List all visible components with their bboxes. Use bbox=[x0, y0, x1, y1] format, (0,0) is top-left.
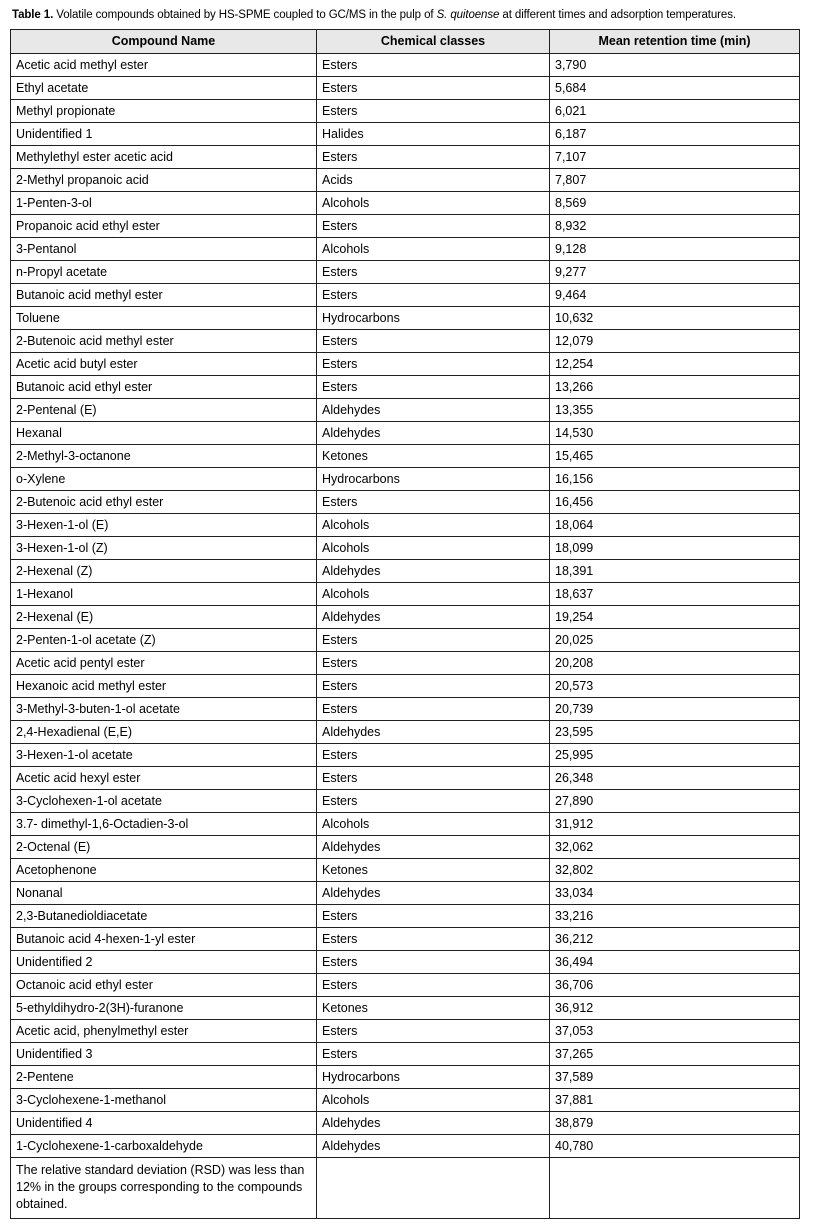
table-row bbox=[11, 376, 800, 399]
cell-chemical-class: Esters bbox=[317, 675, 550, 698]
cell-mean-retention-time: 18,391 bbox=[550, 560, 800, 583]
cell-compound-name: Unidentified 1 bbox=[11, 123, 317, 146]
cell-mean-retention-time: 13,266 bbox=[550, 376, 800, 399]
cell-chemical-class: Esters bbox=[317, 652, 550, 675]
table-row bbox=[11, 330, 800, 353]
cell-chemical-class: Esters bbox=[317, 284, 550, 307]
cell-mean-retention-time: 6,187 bbox=[550, 123, 800, 146]
cell-mean-retention-time: 5,684 bbox=[550, 77, 800, 100]
table-row bbox=[11, 123, 800, 146]
cell-mean-retention-time: 23,595 bbox=[550, 721, 800, 744]
table-row bbox=[11, 1043, 800, 1066]
cell-mean-retention-time: 9,128 bbox=[550, 238, 800, 261]
cell-mean-retention-time: 18,637 bbox=[550, 583, 800, 606]
cell-chemical-class: Esters bbox=[317, 767, 550, 790]
cell-mean-retention-time: 16,156 bbox=[550, 468, 800, 491]
table-row bbox=[11, 583, 800, 606]
cell-chemical-class: Esters bbox=[317, 376, 550, 399]
cell-mean-retention-time: 27,890 bbox=[550, 790, 800, 813]
cell-compound-name: Toluene bbox=[11, 307, 317, 330]
cell-compound-name: Nonanal bbox=[11, 882, 317, 905]
cell-chemical-class: Alcohols bbox=[317, 514, 550, 537]
cell-mean-retention-time: 37,589 bbox=[550, 1066, 800, 1089]
cell-chemical-class: Esters bbox=[317, 629, 550, 652]
table-row bbox=[11, 1089, 800, 1112]
table-footnote: The relative standard deviation (RSD) was less than 12% in the groups corresponding to the compounds obtained. bbox=[11, 1158, 317, 1219]
cell-chemical-class: Esters bbox=[317, 974, 550, 997]
cell-chemical-class: Alcohols bbox=[317, 537, 550, 560]
cell-compound-name: Acetic acid methyl ester bbox=[11, 54, 317, 77]
cell-mean-retention-time: 32,802 bbox=[550, 859, 800, 882]
cell-mean-retention-time: 9,464 bbox=[550, 284, 800, 307]
caption-label: Table 1. bbox=[12, 9, 54, 21]
table-row bbox=[11, 77, 800, 100]
column-header-chemical-classes: Chemical classes bbox=[317, 30, 550, 54]
cell-compound-name: Propanoic acid ethyl ester bbox=[11, 215, 317, 238]
cell-mean-retention-time: 18,064 bbox=[550, 514, 800, 537]
cell-mean-retention-time: 8,932 bbox=[550, 215, 800, 238]
cell-chemical-class: Halides bbox=[317, 123, 550, 146]
table-row bbox=[11, 629, 800, 652]
table-row bbox=[11, 606, 800, 629]
cell-mean-retention-time: 36,912 bbox=[550, 997, 800, 1020]
cell-compound-name: Methyl propionate bbox=[11, 100, 317, 123]
cell-mean-retention-time: 12,079 bbox=[550, 330, 800, 353]
table-row bbox=[11, 1066, 800, 1089]
cell-mean-retention-time: 33,034 bbox=[550, 882, 800, 905]
table-footnote-empty-class-cell bbox=[317, 1158, 550, 1219]
table-row bbox=[11, 514, 800, 537]
cell-compound-name: 2,3-Butanedioldiacetate bbox=[11, 905, 317, 928]
table-row bbox=[11, 192, 800, 215]
cell-chemical-class: Esters bbox=[317, 261, 550, 284]
table-row bbox=[11, 859, 800, 882]
cell-compound-name: n-Propyl acetate bbox=[11, 261, 317, 284]
table-row bbox=[11, 468, 800, 491]
cell-mean-retention-time: 26,348 bbox=[550, 767, 800, 790]
cell-mean-retention-time: 8,569 bbox=[550, 192, 800, 215]
column-header-compound-name: Compound Name bbox=[11, 30, 317, 54]
cell-chemical-class: Hydrocarbons bbox=[317, 307, 550, 330]
cell-mean-retention-time: 37,053 bbox=[550, 1020, 800, 1043]
cell-chemical-class: Esters bbox=[317, 905, 550, 928]
table-row bbox=[11, 1135, 800, 1158]
cell-compound-name: 3-Hexen-1-ol acetate bbox=[11, 744, 317, 767]
cell-compound-name: 2-Hexenal (Z) bbox=[11, 560, 317, 583]
cell-compound-name: 3-Pentanol bbox=[11, 238, 317, 261]
cell-chemical-class: Esters bbox=[317, 146, 550, 169]
caption-text-before: Volatile compounds obtained by HS-SPME coupled to GC/MS in the pulp of bbox=[53, 9, 437, 21]
cell-chemical-class: Alcohols bbox=[317, 1089, 550, 1112]
cell-compound-name: 2-Butenoic acid ethyl ester bbox=[11, 491, 317, 514]
cell-chemical-class: Alcohols bbox=[317, 192, 550, 215]
cell-compound-name: Ethyl acetate bbox=[11, 77, 317, 100]
cell-chemical-class: Esters bbox=[317, 1043, 550, 1066]
cell-compound-name: Acetophenone bbox=[11, 859, 317, 882]
table-row bbox=[11, 767, 800, 790]
cell-compound-name: 1-Penten-3-ol bbox=[11, 192, 317, 215]
cell-compound-name: Butanoic acid methyl ester bbox=[11, 284, 317, 307]
cell-chemical-class: Esters bbox=[317, 330, 550, 353]
cell-chemical-class: Esters bbox=[317, 744, 550, 767]
cell-mean-retention-time: 13,355 bbox=[550, 399, 800, 422]
table-footnote-empty-time-cell bbox=[550, 1158, 800, 1219]
cell-chemical-class: Esters bbox=[317, 951, 550, 974]
table-row bbox=[11, 951, 800, 974]
cell-mean-retention-time: 10,632 bbox=[550, 307, 800, 330]
table-row bbox=[11, 1020, 800, 1043]
table-row bbox=[11, 537, 800, 560]
cell-compound-name: 2-Methyl-3-octanone bbox=[11, 445, 317, 468]
cell-compound-name: 2-Methyl propanoic acid bbox=[11, 169, 317, 192]
cell-compound-name: 3-Cyclohexen-1-ol acetate bbox=[11, 790, 317, 813]
cell-chemical-class: Aldehydes bbox=[317, 606, 550, 629]
cell-compound-name: 2-Pentenal (E) bbox=[11, 399, 317, 422]
cell-chemical-class: Esters bbox=[317, 491, 550, 514]
cell-chemical-class: Aldehydes bbox=[317, 1112, 550, 1135]
cell-mean-retention-time: 36,212 bbox=[550, 928, 800, 951]
cell-chemical-class: Esters bbox=[317, 77, 550, 100]
cell-compound-name: o-Xylene bbox=[11, 468, 317, 491]
cell-chemical-class: Aldehydes bbox=[317, 1135, 550, 1158]
cell-compound-name: 3-Hexen-1-ol (E) bbox=[11, 514, 317, 537]
cell-chemical-class: Ketones bbox=[317, 997, 550, 1020]
table-row bbox=[11, 353, 800, 376]
cell-chemical-class: Hydrocarbons bbox=[317, 1066, 550, 1089]
cell-mean-retention-time: 38,879 bbox=[550, 1112, 800, 1135]
cell-compound-name: 3-Hexen-1-ol (Z) bbox=[11, 537, 317, 560]
table-row bbox=[11, 445, 800, 468]
cell-mean-retention-time: 33,216 bbox=[550, 905, 800, 928]
table-row bbox=[11, 215, 800, 238]
cell-mean-retention-time: 19,254 bbox=[550, 606, 800, 629]
column-header-mean-retention-time: Mean retention time (min) bbox=[550, 30, 800, 54]
cell-chemical-class: Ketones bbox=[317, 859, 550, 882]
cell-chemical-class: Alcohols bbox=[317, 813, 550, 836]
cell-compound-name: 2,4-Hexadienal (E,E) bbox=[11, 721, 317, 744]
cell-mean-retention-time: 7,807 bbox=[550, 169, 800, 192]
cell-mean-retention-time: 7,107 bbox=[550, 146, 800, 169]
cell-chemical-class: Esters bbox=[317, 215, 550, 238]
cell-compound-name: 2-Penten-1-ol acetate (Z) bbox=[11, 629, 317, 652]
cell-compound-name: Unidentified 4 bbox=[11, 1112, 317, 1135]
cell-chemical-class: Aldehydes bbox=[317, 422, 550, 445]
cell-mean-retention-time: 20,025 bbox=[550, 629, 800, 652]
cell-chemical-class: Esters bbox=[317, 790, 550, 813]
cell-mean-retention-time: 9,277 bbox=[550, 261, 800, 284]
table-row bbox=[11, 997, 800, 1020]
table-row bbox=[11, 399, 800, 422]
table-row bbox=[11, 721, 800, 744]
cell-compound-name: 5-ethyldihydro-2(3H)-furanone bbox=[11, 997, 317, 1020]
cell-compound-name: 3-Methyl-3-buten-1-ol acetate bbox=[11, 698, 317, 721]
cell-compound-name: 2-Octenal (E) bbox=[11, 836, 317, 859]
cell-chemical-class: Alcohols bbox=[317, 238, 550, 261]
cell-chemical-class: Aldehydes bbox=[317, 836, 550, 859]
table-caption bbox=[12, 8, 807, 22]
cell-compound-name: Hexanal bbox=[11, 422, 317, 445]
cell-chemical-class: Esters bbox=[317, 698, 550, 721]
cell-chemical-class: Esters bbox=[317, 1020, 550, 1043]
cell-compound-name: Acetic acid pentyl ester bbox=[11, 652, 317, 675]
cell-compound-name: 1-Cyclohexene-1-carboxaldehyde bbox=[11, 1135, 317, 1158]
cell-mean-retention-time: 36,706 bbox=[550, 974, 800, 997]
cell-mean-retention-time: 31,912 bbox=[550, 813, 800, 836]
cell-compound-name: Hexanoic acid methyl ester bbox=[11, 675, 317, 698]
table-row bbox=[11, 491, 800, 514]
cell-mean-retention-time: 16,456 bbox=[550, 491, 800, 514]
cell-chemical-class: Acids bbox=[317, 169, 550, 192]
cell-compound-name: 2-Pentene bbox=[11, 1066, 317, 1089]
volatile-compounds-table bbox=[10, 29, 800, 1219]
table-row bbox=[11, 836, 800, 859]
cell-mean-retention-time: 15,465 bbox=[550, 445, 800, 468]
cell-mean-retention-time: 40,780 bbox=[550, 1135, 800, 1158]
cell-compound-name: 3-Cyclohexene-1-methanol bbox=[11, 1089, 317, 1112]
table-footnote-row bbox=[11, 1158, 800, 1219]
cell-compound-name: Acetic acid, phenylmethyl ester bbox=[11, 1020, 317, 1043]
cell-compound-name: Acetic acid butyl ester bbox=[11, 353, 317, 376]
cell-chemical-class: Esters bbox=[317, 54, 550, 77]
table-row bbox=[11, 261, 800, 284]
table-row bbox=[11, 652, 800, 675]
cell-chemical-class: Ketones bbox=[317, 445, 550, 468]
table-row bbox=[11, 744, 800, 767]
cell-mean-retention-time: 32,062 bbox=[550, 836, 800, 859]
table-row bbox=[11, 790, 800, 813]
table-body bbox=[11, 54, 800, 1219]
cell-chemical-class: Esters bbox=[317, 100, 550, 123]
table-row bbox=[11, 146, 800, 169]
cell-mean-retention-time: 3,790 bbox=[550, 54, 800, 77]
table-row bbox=[11, 100, 800, 123]
cell-chemical-class: Alcohols bbox=[317, 583, 550, 606]
cell-compound-name: 2-Hexenal (E) bbox=[11, 606, 317, 629]
cell-compound-name: Acetic acid hexyl ester bbox=[11, 767, 317, 790]
cell-mean-retention-time: 37,265 bbox=[550, 1043, 800, 1066]
cell-compound-name: 3.7- dimethyl-1,6-Octadien-3-ol bbox=[11, 813, 317, 836]
table-row bbox=[11, 1112, 800, 1135]
cell-compound-name: Unidentified 2 bbox=[11, 951, 317, 974]
cell-compound-name: Butanoic acid 4-hexen-1-yl ester bbox=[11, 928, 317, 951]
table-row bbox=[11, 882, 800, 905]
cell-compound-name: Unidentified 3 bbox=[11, 1043, 317, 1066]
table-row bbox=[11, 974, 800, 997]
table-header-row bbox=[11, 30, 800, 54]
cell-chemical-class: Esters bbox=[317, 928, 550, 951]
caption-species-name: S. quitoense bbox=[436, 9, 500, 21]
table-row bbox=[11, 675, 800, 698]
cell-mean-retention-time: 18,099 bbox=[550, 537, 800, 560]
cell-mean-retention-time: 37,881 bbox=[550, 1089, 800, 1112]
cell-chemical-class: Aldehydes bbox=[317, 882, 550, 905]
cell-chemical-class: Hydrocarbons bbox=[317, 468, 550, 491]
cell-chemical-class: Aldehydes bbox=[317, 399, 550, 422]
table-row bbox=[11, 560, 800, 583]
cell-mean-retention-time: 20,739 bbox=[550, 698, 800, 721]
cell-mean-retention-time: 6,021 bbox=[550, 100, 800, 123]
table-header bbox=[11, 30, 800, 54]
table-row bbox=[11, 905, 800, 928]
table-row bbox=[11, 307, 800, 330]
caption-text-after: at different times and adsorption temperatures. bbox=[499, 9, 736, 21]
table-row bbox=[11, 928, 800, 951]
cell-compound-name: Methylethyl ester acetic acid bbox=[11, 146, 317, 169]
table-row bbox=[11, 422, 800, 445]
cell-chemical-class: Aldehydes bbox=[317, 721, 550, 744]
table-row bbox=[11, 698, 800, 721]
table-row bbox=[11, 169, 800, 192]
cell-chemical-class: Esters bbox=[317, 353, 550, 376]
table-row bbox=[11, 813, 800, 836]
cell-mean-retention-time: 20,208 bbox=[550, 652, 800, 675]
cell-mean-retention-time: 12,254 bbox=[550, 353, 800, 376]
cell-mean-retention-time: 20,573 bbox=[550, 675, 800, 698]
cell-mean-retention-time: 14,530 bbox=[550, 422, 800, 445]
cell-compound-name: Butanoic acid ethyl ester bbox=[11, 376, 317, 399]
cell-mean-retention-time: 25,995 bbox=[550, 744, 800, 767]
cell-compound-name: 2-Butenoic acid methyl ester bbox=[11, 330, 317, 353]
cell-compound-name: Octanoic acid ethyl ester bbox=[11, 974, 317, 997]
cell-chemical-class: Aldehydes bbox=[317, 560, 550, 583]
cell-compound-name: 1-Hexanol bbox=[11, 583, 317, 606]
table-row bbox=[11, 284, 800, 307]
table-row bbox=[11, 54, 800, 77]
cell-mean-retention-time: 36,494 bbox=[550, 951, 800, 974]
table-row bbox=[11, 238, 800, 261]
